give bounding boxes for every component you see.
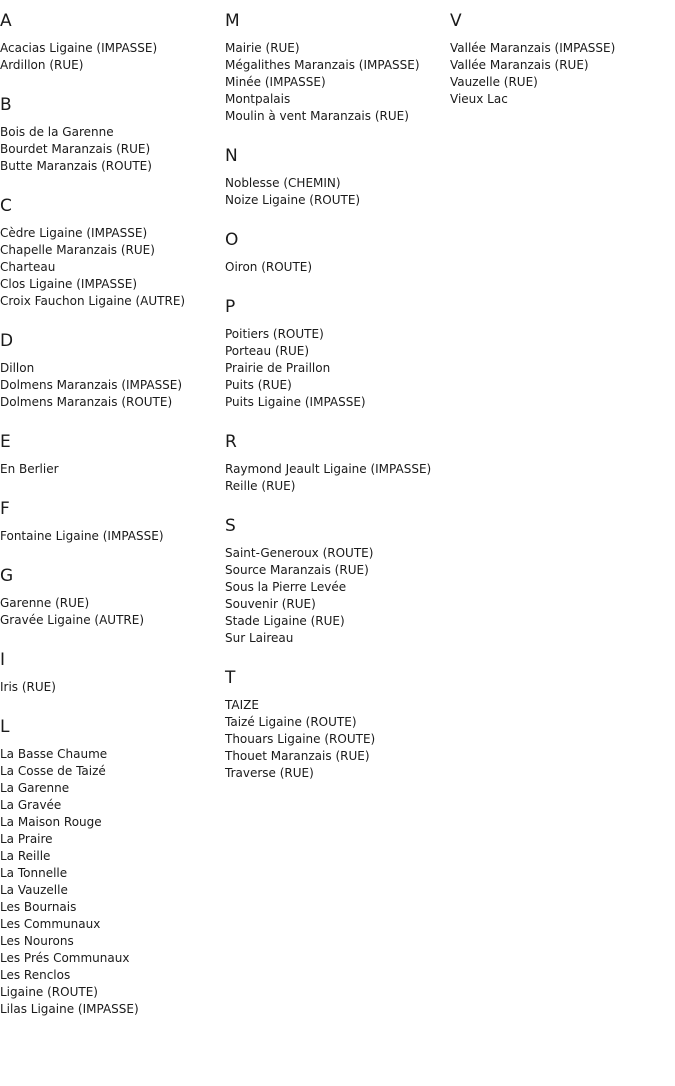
street-link[interactable]: Thouars Ligaine (ROUTE) xyxy=(225,732,376,746)
street-link[interactable]: La Gravée xyxy=(0,798,62,812)
letter-group xyxy=(225,667,450,782)
street-link[interactable]: Fontaine Ligaine (IMPASSE) xyxy=(0,529,164,543)
street-link[interactable]: Les Renclos xyxy=(0,968,71,982)
street-link[interactable]: Les Communaux xyxy=(0,917,101,931)
street-link[interactable]: Les Nourons xyxy=(0,934,74,948)
letter-heading: T xyxy=(225,668,236,688)
street-index-column-2 xyxy=(225,10,450,802)
letter-group xyxy=(0,94,225,175)
street-link[interactable]: Poitiers (ROUTE) xyxy=(225,327,324,341)
street-list xyxy=(0,679,225,696)
street-link[interactable]: Les Bournais xyxy=(0,900,77,914)
street-link[interactable]: Souvenir (RUE) xyxy=(225,597,316,611)
street-link[interactable]: Dolmens Maranzais (ROUTE) xyxy=(0,395,173,409)
street-link[interactable]: Reille (RUE) xyxy=(225,479,296,493)
street-link[interactable]: Chapelle Maranzais (RUE) xyxy=(0,243,155,257)
letter-group xyxy=(0,330,225,411)
street-list xyxy=(0,360,225,411)
street-list xyxy=(225,175,450,209)
street-list xyxy=(0,528,225,545)
street-link[interactable]: Gravée Ligaine (AUTRE) xyxy=(0,613,144,627)
street-link[interactable]: Vauzelle (RUE) xyxy=(450,75,538,89)
letter-heading: O xyxy=(225,230,239,250)
street-link[interactable]: Stade Ligaine (RUE) xyxy=(225,614,345,628)
street-link[interactable]: Iris (RUE) xyxy=(0,680,56,694)
letter-heading: G xyxy=(0,566,14,586)
letter-group xyxy=(225,515,450,647)
street-link[interactable]: Puits (RUE) xyxy=(225,378,292,392)
street-list xyxy=(0,40,225,74)
letter-group xyxy=(0,498,225,545)
street-list xyxy=(0,746,225,1018)
letter-heading: N xyxy=(225,146,238,166)
letter-group xyxy=(225,10,450,125)
street-link[interactable]: La Vauzelle xyxy=(0,883,68,897)
street-link[interactable]: Vallée Maranzais (IMPASSE) xyxy=(450,41,616,55)
street-link[interactable]: Oiron (ROUTE) xyxy=(225,260,313,274)
street-link[interactable]: La Reille xyxy=(0,849,51,863)
street-link[interactable]: Butte Maranzais (ROUTE) xyxy=(0,159,152,173)
street-link[interactable]: Saint-Generoux (ROUTE) xyxy=(225,546,374,560)
street-list xyxy=(0,595,225,629)
street-list xyxy=(0,461,225,478)
letter-heading: R xyxy=(225,432,237,452)
street-list xyxy=(0,225,225,310)
street-link[interactable]: Clos Ligaine (IMPASSE) xyxy=(0,277,137,291)
street-list xyxy=(225,40,450,125)
street-link[interactable]: Ligaine (ROUTE) xyxy=(0,985,98,999)
street-list xyxy=(0,124,225,175)
street-link[interactable]: Lilas Ligaine (IMPASSE) xyxy=(0,1002,139,1016)
street-link[interactable]: Montpalais xyxy=(225,92,291,106)
street-link[interactable]: La Maison Rouge xyxy=(0,815,102,829)
street-link[interactable]: Traverse (RUE) xyxy=(225,766,314,780)
street-link[interactable]: Thouet Maranzais (RUE) xyxy=(225,749,370,763)
street-link[interactable]: Puits Ligaine (IMPASSE) xyxy=(225,395,366,409)
letter-group xyxy=(225,431,450,495)
letter-group xyxy=(0,195,225,310)
letter-heading: P xyxy=(225,297,236,317)
street-list xyxy=(225,461,450,495)
street-link[interactable]: La Basse Chaume xyxy=(0,747,108,761)
street-link[interactable]: Porteau (RUE) xyxy=(225,344,310,358)
letter-group xyxy=(225,296,450,411)
street-list xyxy=(450,40,675,108)
street-link[interactable]: Croix Fauchon Ligaine (AUTRE) xyxy=(0,294,186,308)
letter-group xyxy=(0,716,225,1018)
letter-group xyxy=(0,649,225,696)
street-link[interactable]: Raymond Jeault Ligaine (IMPASSE) xyxy=(225,462,432,476)
letter-heading: M xyxy=(225,11,240,31)
letter-heading: S xyxy=(225,516,236,536)
street-link[interactable]: Noize Ligaine (ROUTE) xyxy=(225,193,361,207)
street-link[interactable]: Minée (IMPASSE) xyxy=(225,75,326,89)
street-link[interactable]: Ardillon (RUE) xyxy=(0,58,84,72)
letter-heading: I xyxy=(0,650,6,670)
street-link[interactable]: Sous la Pierre Levée xyxy=(225,580,347,594)
letter-heading: F xyxy=(0,499,10,519)
street-link[interactable]: Mairie (RUE) xyxy=(225,41,300,55)
street-list xyxy=(225,326,450,411)
street-link[interactable]: TAIZE xyxy=(225,698,259,712)
letter-group xyxy=(225,229,450,276)
street-link[interactable]: Dolmens Maranzais (IMPASSE) xyxy=(0,378,183,392)
letter-group xyxy=(0,10,225,74)
letter-heading: A xyxy=(0,11,12,31)
street-link[interactable]: Bois de la Garenne xyxy=(0,125,114,139)
street-link[interactable]: Charteau xyxy=(0,260,56,274)
street-link[interactable]: Cèdre Ligaine (IMPASSE) xyxy=(0,226,148,240)
street-list xyxy=(225,697,450,782)
street-list xyxy=(225,259,450,276)
letter-group xyxy=(0,565,225,629)
street-link[interactable]: Garenne (RUE) xyxy=(0,596,90,610)
street-link[interactable]: Vallée Maranzais (RUE) xyxy=(450,58,589,72)
letter-heading: E xyxy=(0,432,11,452)
street-link[interactable]: Noblesse (CHEMIN) xyxy=(225,176,341,190)
street-link[interactable]: Prairie de Praillon xyxy=(225,361,331,375)
letter-heading: C xyxy=(0,196,12,216)
street-link[interactable]: La Garenne xyxy=(0,781,70,795)
letter-heading: D xyxy=(0,331,14,351)
letter-group xyxy=(225,145,450,209)
street-link[interactable]: Source Maranzais (RUE) xyxy=(225,563,369,577)
street-link[interactable]: Mégalithes Maranzais (IMPASSE) xyxy=(225,58,420,72)
street-link[interactable]: En Berlier xyxy=(0,462,59,476)
street-link[interactable]: Les Prés Communaux xyxy=(0,951,130,965)
street-link[interactable]: Moulin à vent Maranzais (RUE) xyxy=(225,109,409,123)
letter-heading: L xyxy=(0,717,10,737)
letter-group xyxy=(450,10,675,108)
letter-heading: V xyxy=(450,11,462,31)
letter-heading: B xyxy=(0,95,12,115)
street-link[interactable]: Taizé Ligaine (ROUTE) xyxy=(225,715,357,729)
street-index-column-3 xyxy=(450,10,675,128)
street-link[interactable]: La Tonnelle xyxy=(0,866,68,880)
street-list xyxy=(225,545,450,647)
street-link[interactable]: Bourdet Maranzais (RUE) xyxy=(0,142,151,156)
letter-group xyxy=(0,431,225,478)
street-index-column-1 xyxy=(0,10,225,1038)
street-link[interactable]: La Cosse de Taizé xyxy=(0,764,106,778)
street-link[interactable]: La Praire xyxy=(0,832,53,846)
street-link[interactable]: Vieux Lac xyxy=(450,92,508,106)
street-link[interactable]: Acacias Ligaine (IMPASSE) xyxy=(0,41,158,55)
street-link[interactable]: Sur Laireau xyxy=(225,631,294,645)
street-link[interactable]: Dillon xyxy=(0,361,35,375)
